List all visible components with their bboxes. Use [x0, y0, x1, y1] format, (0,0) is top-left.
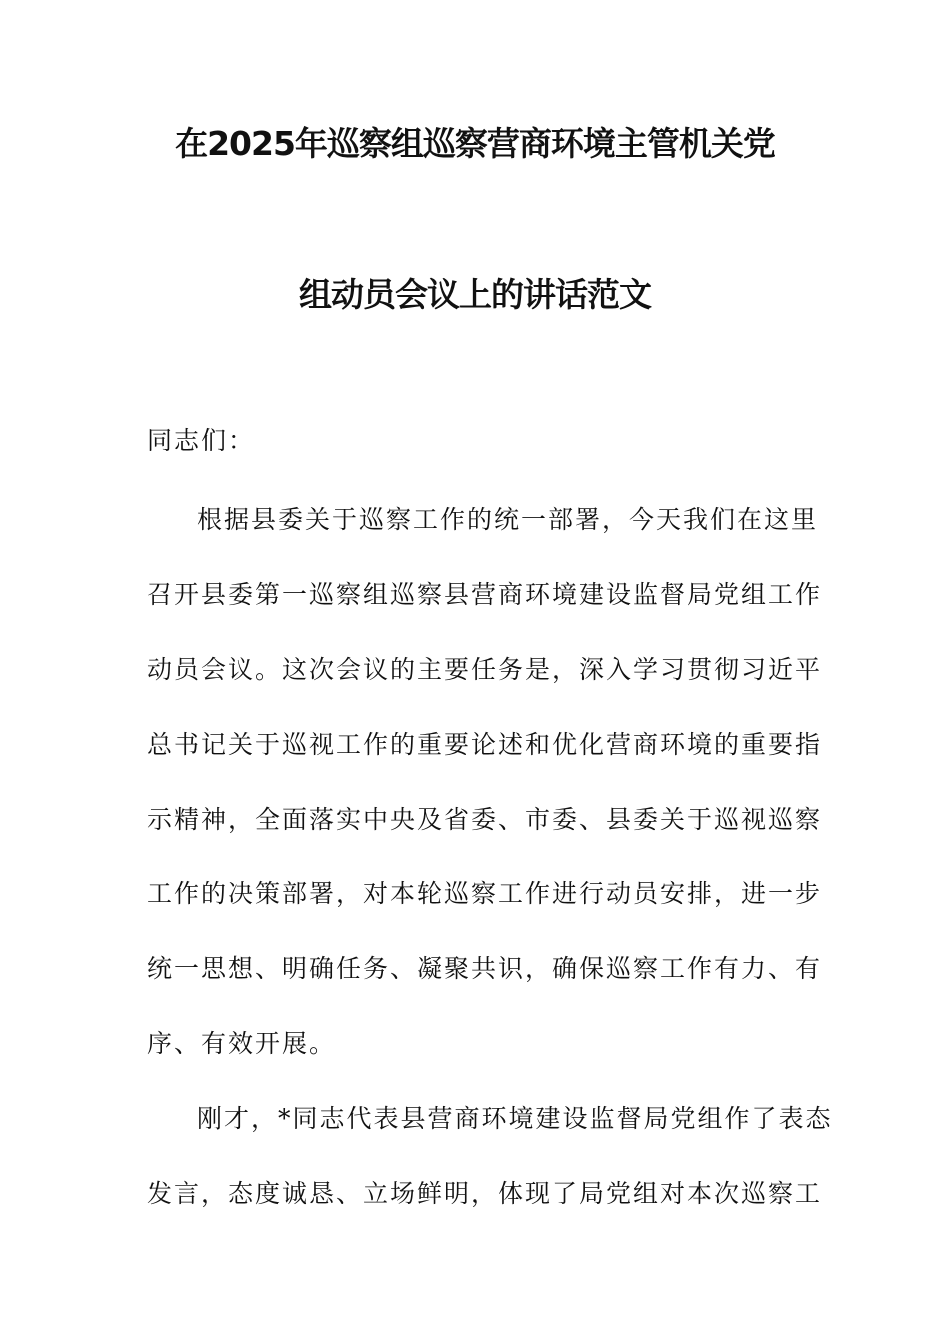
paragraph-1-line: 序、有效开展。	[147, 1029, 337, 1058]
document-title-line-2: 组动员会议上的讲话范文	[299, 275, 651, 314]
document-title-line-1: 在2025年巡察组巡察营商环境主管机关党	[175, 124, 775, 163]
paragraph-1-line: 总书记关于巡视工作的重要论述和优化营商环境的重要指	[147, 730, 823, 759]
paragraph-1-line: 工作的决策部署，对本轮巡察工作进行动员安排，进一步	[147, 879, 823, 908]
paragraph-1-line: 示精神，全面落实中央及省委、市委、县委关于巡视巡察	[147, 805, 823, 834]
paragraph-2-line: 发言，态度诚恳、立场鲜明，体现了局党组对本次巡察工	[147, 1179, 823, 1208]
paragraph-1-line: 根据县委关于巡察工作的统一部署，今天我们在这里	[197, 505, 819, 534]
paragraph-1-line: 召开县委第一巡察组巡察县营商环境建设监督局党组工作	[147, 580, 823, 609]
salutation: 同志们：	[147, 426, 256, 455]
paragraph-2-line: 刚才，*同志代表县营商环境建设监督局党组作了表态	[197, 1104, 833, 1133]
paragraph-1-line: 动员会议。这次会议的主要任务是，深入学习贯彻习近平	[147, 655, 823, 684]
paragraph-1-line: 统一思想、明确任务、凝聚共识，确保巡察工作有力、有	[147, 954, 823, 983]
